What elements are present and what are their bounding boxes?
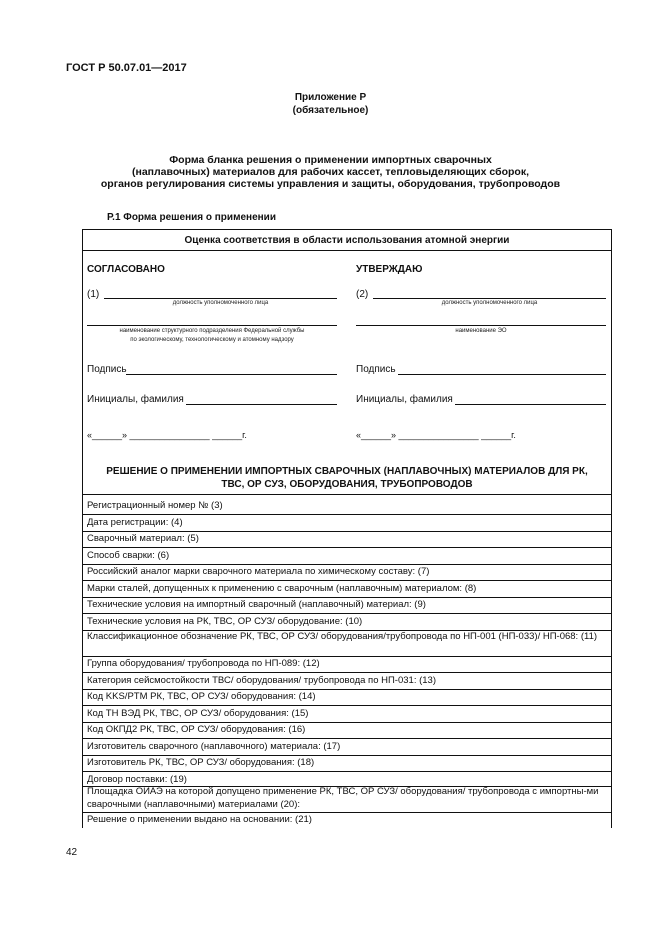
title-line: (наплавочных) материалов для рабочих кассет, тепловыделяющих сборок, [131, 166, 529, 178]
divider [82, 812, 612, 813]
divider [82, 531, 612, 532]
divider [82, 722, 612, 723]
appendix-title: Приложение Р [294, 92, 367, 103]
page-number: 42 [66, 847, 78, 858]
divider [82, 689, 612, 690]
field-import-specs[interactable]: Технические условия на импортный сварочный (наплавочный) материал: (9) [87, 599, 426, 610]
field-welding-method[interactable]: Способ сварки: (6) [87, 550, 170, 561]
right-org-caption: наименование ЭО [455, 328, 507, 334]
field-russian-analog[interactable]: Российский аналог марки сварочного материала по химическому составу: (7) [87, 566, 430, 577]
left-org-line [87, 325, 337, 326]
divider [82, 738, 612, 739]
right-initials-line[interactable] [455, 404, 606, 405]
right-position-caption: должность уполномоченного лица [441, 300, 538, 306]
field-classification[interactable]: Классификационное обозначение РК, ТВС, ОР СУЗ/ оборудования/трубопровода по НП-001 (НП-033)/ НП-068: (11) [87, 631, 598, 642]
divider [82, 514, 612, 515]
field-steel-grades[interactable]: Марки сталей, допущенных к применению с сварочным (наплавочным) материалом: (8) [87, 583, 477, 594]
divider [82, 705, 612, 706]
decision-heading-line: РЕШЕНИЕ О ПРИМЕНЕНИИ ИМПОРТНЫХ СВАРОЧНЫХ (НАПЛАВОЧНЫХ) МАТЕРИАЛОВ ДЛЯ РК, [106, 466, 588, 477]
divider [82, 613, 612, 614]
field-okpd2-code[interactable]: Код ОКПД2 РК, ТВС, ОР СУЗ/ оборудования: (16) [87, 724, 306, 735]
left-signature-label: Подпись [87, 364, 127, 375]
divider [82, 564, 612, 565]
divider [82, 494, 612, 495]
divider [82, 547, 612, 548]
right-initials-label: Инициалы, фамилия [356, 394, 453, 405]
left-number: (1) [87, 289, 100, 300]
field-decision-basis[interactable]: Решение о применении выдано на основании: (21) [87, 814, 312, 825]
divider [82, 672, 612, 673]
right-signature-label: Подпись [356, 364, 396, 375]
left-date[interactable]: «______» ________________ ______г. [87, 430, 247, 440]
approval-left-label: СОГЛАСОВАНО [87, 264, 165, 275]
field-site[interactable]: Площадка ОИАЭ на которой допущено применение РК, ТВС, ОР СУЗ/ оборудования/ трубопровода с импортны-ми сварочными (наплавочными) материалами (20): [87, 786, 599, 810]
field-seismic-category[interactable]: Категория сейсмостойкости ТВС/ оборудования/ трубопровода по НП-031: (13) [87, 675, 436, 686]
right-org-line [356, 325, 606, 326]
field-supply-contract[interactable]: Договор поставки: (19) [87, 774, 187, 785]
left-position-line [104, 298, 337, 299]
divider [82, 755, 612, 756]
left-org-caption-1: наименование структурного подразделения Федеральной службы [119, 328, 305, 334]
field-kks-code[interactable]: Код KKS/PTM РК, ТВС, ОР СУЗ/ оборудования: (14) [87, 691, 316, 702]
left-initials-line[interactable] [186, 404, 337, 405]
title-line: Форма бланка решения о применении импортных сварочных [169, 154, 492, 166]
divider [82, 250, 612, 251]
divider [82, 597, 612, 598]
field-welding-material[interactable]: Сварочный материал: (5) [87, 533, 199, 544]
field-material-manufacturer[interactable]: Изготовитель сварочного (наплавочного) материала: (17) [87, 741, 341, 752]
divider [82, 656, 612, 657]
appendix-status: (обязательное) [292, 105, 369, 116]
divider [82, 771, 612, 772]
section-heading: Р.1 Форма решения о применении [107, 212, 276, 223]
right-signature-line[interactable] [398, 374, 606, 375]
left-position-caption: должность уполномоченного лица [172, 300, 269, 306]
right-number: (2) [356, 289, 369, 300]
left-initials-label: Инициалы, фамилия [87, 394, 184, 405]
left-org-caption-2: по экологическому, технологическому и атомному надзору [130, 337, 294, 343]
field-equipment-group[interactable]: Группа оборудования/ трубопровода по НП-089: (12) [87, 658, 320, 669]
left-signature-line[interactable] [126, 374, 337, 375]
document-title [0, 154, 661, 190]
decision-heading [82, 465, 612, 491]
field-equipment-specs[interactable]: Технические условия на РК, ТВС, ОР СУЗ/ оборудование: (10) [87, 616, 363, 627]
right-position-line [373, 298, 606, 299]
divider [82, 580, 612, 581]
field-registration-number[interactable]: Регистрационный номер № (3) [87, 500, 223, 511]
title-line: органов регулирования системы управления и защиты, оборудования, трубопроводов [100, 178, 561, 190]
field-tnved-code[interactable]: Код ТН ВЭД РК, ТВС, ОР СУЗ/ оборудования: (15) [87, 708, 309, 719]
decision-heading-line: ТВС, ОР СУЗ, ОБОРУДОВАНИЯ, ТРУБОПРОВОДОВ [221, 479, 473, 490]
field-registration-date[interactable]: Дата регистрации: (4) [87, 517, 183, 528]
standard-code: ГОСТ Р 50.07.01—2017 [66, 62, 187, 74]
approval-right-label: УТВЕРЖДАЮ [356, 264, 423, 275]
right-date[interactable]: «______» ________________ ______г. [356, 430, 516, 440]
field-equipment-manufacturer[interactable]: Изготовитель РК, ТВС, ОР СУЗ/ оборудования: (18) [87, 757, 315, 768]
form-top-heading: Оценка соответствия в области использования атомной энергии [184, 235, 510, 246]
